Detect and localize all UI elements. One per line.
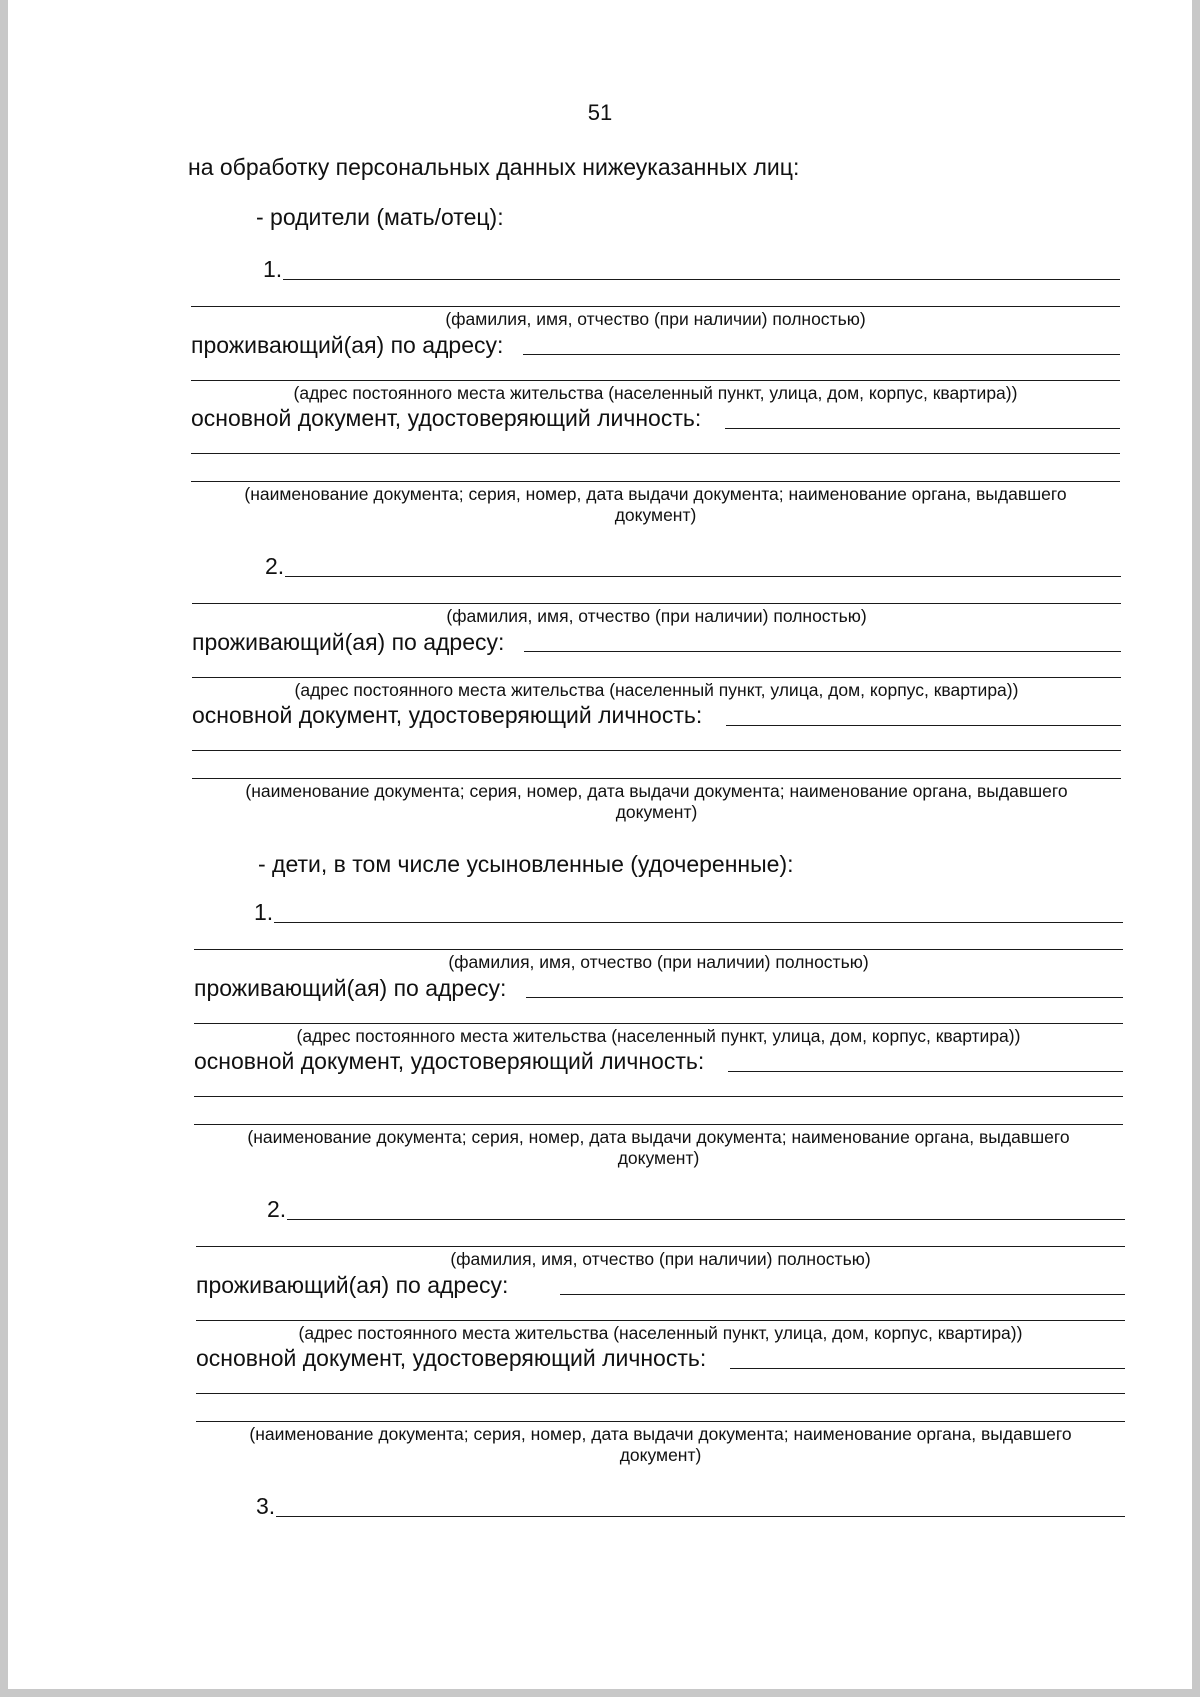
document-label: основной документ, удостоверяющий личность: xyxy=(192,702,703,728)
intro-text: на обработку персональных данных нижеуказанных лиц: xyxy=(188,154,800,180)
address-field-line-1[interactable] xyxy=(526,997,1123,998)
document-caption-line2: документ) xyxy=(619,1445,702,1465)
address-label: проживающий(ая) по адресу: xyxy=(191,332,504,358)
document-caption-line2: документ) xyxy=(615,802,698,822)
document-caption-line2: документ) xyxy=(614,505,697,525)
document-caption xyxy=(194,1127,1123,1169)
address-field-line-2[interactable] xyxy=(194,1023,1123,1024)
page-number: 51 xyxy=(587,100,613,125)
document-label: основной документ, удостоверяющий личность: xyxy=(196,1345,707,1371)
document-caption-line1: (наименование документа; серия, номер, дата выдачи документа; наименование органа, выдавшего xyxy=(244,484,1067,504)
document-field-line-2[interactable] xyxy=(191,453,1120,454)
document-field-line-1[interactable] xyxy=(730,1368,1125,1369)
address-label: проживающий(ая) по адресу: xyxy=(194,975,507,1001)
document-field-line-3[interactable] xyxy=(192,778,1121,779)
fio-field-line-1[interactable] xyxy=(285,576,1121,577)
document-caption-line1: (наименование документа; серия, номер, дата выдачи документа; наименование органа, выдавшего xyxy=(249,1424,1072,1444)
document-field-line-3[interactable] xyxy=(196,1421,1125,1422)
document-field-line-3[interactable] xyxy=(194,1124,1123,1125)
address-caption: (адрес постоянного места жительства (населенный пункт, улица, дом, корпус, квартира)) xyxy=(294,680,1019,700)
fio-field-line-1[interactable] xyxy=(276,1516,1125,1517)
fio-field-line-1[interactable] xyxy=(274,922,1123,923)
fio-caption: (фамилия, имя, отчество (при наличии) полностью) xyxy=(446,606,867,626)
address-field-line-1[interactable] xyxy=(560,1294,1125,1295)
document-field-line-1[interactable] xyxy=(726,725,1121,726)
fio-field-line-1[interactable] xyxy=(287,1219,1125,1220)
document-field-line-1[interactable] xyxy=(725,428,1120,429)
address-label: проживающий(ая) по адресу: xyxy=(196,1272,509,1298)
document-caption-line2: документ) xyxy=(617,1148,700,1168)
document-caption-line1: (наименование документа; серия, номер, дата выдачи документа; наименование органа, выдавшего xyxy=(245,781,1068,801)
address-caption: (адрес постоянного места жительства (населенный пункт, улица, дом, корпус, квартира)) xyxy=(293,383,1018,403)
document-label: основной документ, удостоверяющий личность: xyxy=(194,1048,705,1074)
fio-caption: (фамилия, имя, отчество (при наличии) полностью) xyxy=(448,952,869,972)
entry-number: 1. xyxy=(254,899,274,925)
address-field-line-1[interactable] xyxy=(523,354,1120,355)
document-field-line-1[interactable] xyxy=(728,1071,1123,1072)
document-field-line-2[interactable] xyxy=(196,1393,1125,1394)
document-field-line-2[interactable] xyxy=(194,1096,1123,1097)
address-label: проживающий(ая) по адресу: xyxy=(192,629,505,655)
parents-heading: - родители (мать/отец): xyxy=(256,204,504,230)
document-caption xyxy=(192,781,1121,823)
document-page xyxy=(8,0,1192,1689)
fio-field-line-2[interactable] xyxy=(196,1246,1125,1247)
fio-field-line-2[interactable] xyxy=(194,949,1123,950)
document-caption-line1: (наименование документа; серия, номер, дата выдачи документа; наименование органа, выдавшего xyxy=(247,1127,1070,1147)
document-caption xyxy=(191,484,1120,526)
document-field-line-2[interactable] xyxy=(192,750,1121,751)
fio-field-line-2[interactable] xyxy=(191,306,1120,307)
entry-number: 2. xyxy=(267,1196,287,1222)
document-label: основной документ, удостоверяющий личность: xyxy=(191,405,702,431)
address-field-line-2[interactable] xyxy=(191,380,1120,381)
fio-field-line-2[interactable] xyxy=(192,603,1121,604)
address-field-line-2[interactable] xyxy=(192,677,1121,678)
document-field-line-3[interactable] xyxy=(191,481,1120,482)
entry-number: 3. xyxy=(256,1493,276,1519)
address-caption: (адрес постоянного места жительства (населенный пункт, улица, дом, корпус, квартира)) xyxy=(296,1026,1021,1046)
entry-number: 1. xyxy=(263,256,283,282)
address-caption: (адрес постоянного места жительства (населенный пункт, улица, дом, корпус, квартира)) xyxy=(298,1323,1023,1343)
fio-caption: (фамилия, имя, отчество (при наличии) полностью) xyxy=(445,309,866,329)
address-field-line-1[interactable] xyxy=(524,651,1121,652)
children-heading: - дети, в том числе усыновленные (удочеренные): xyxy=(258,851,794,877)
entry-number: 2. xyxy=(265,553,285,579)
address-field-line-2[interactable] xyxy=(196,1320,1125,1321)
document-caption xyxy=(196,1424,1125,1466)
fio-field-line-1[interactable] xyxy=(283,279,1120,280)
fio-caption: (фамилия, имя, отчество (при наличии) полностью) xyxy=(450,1249,871,1269)
